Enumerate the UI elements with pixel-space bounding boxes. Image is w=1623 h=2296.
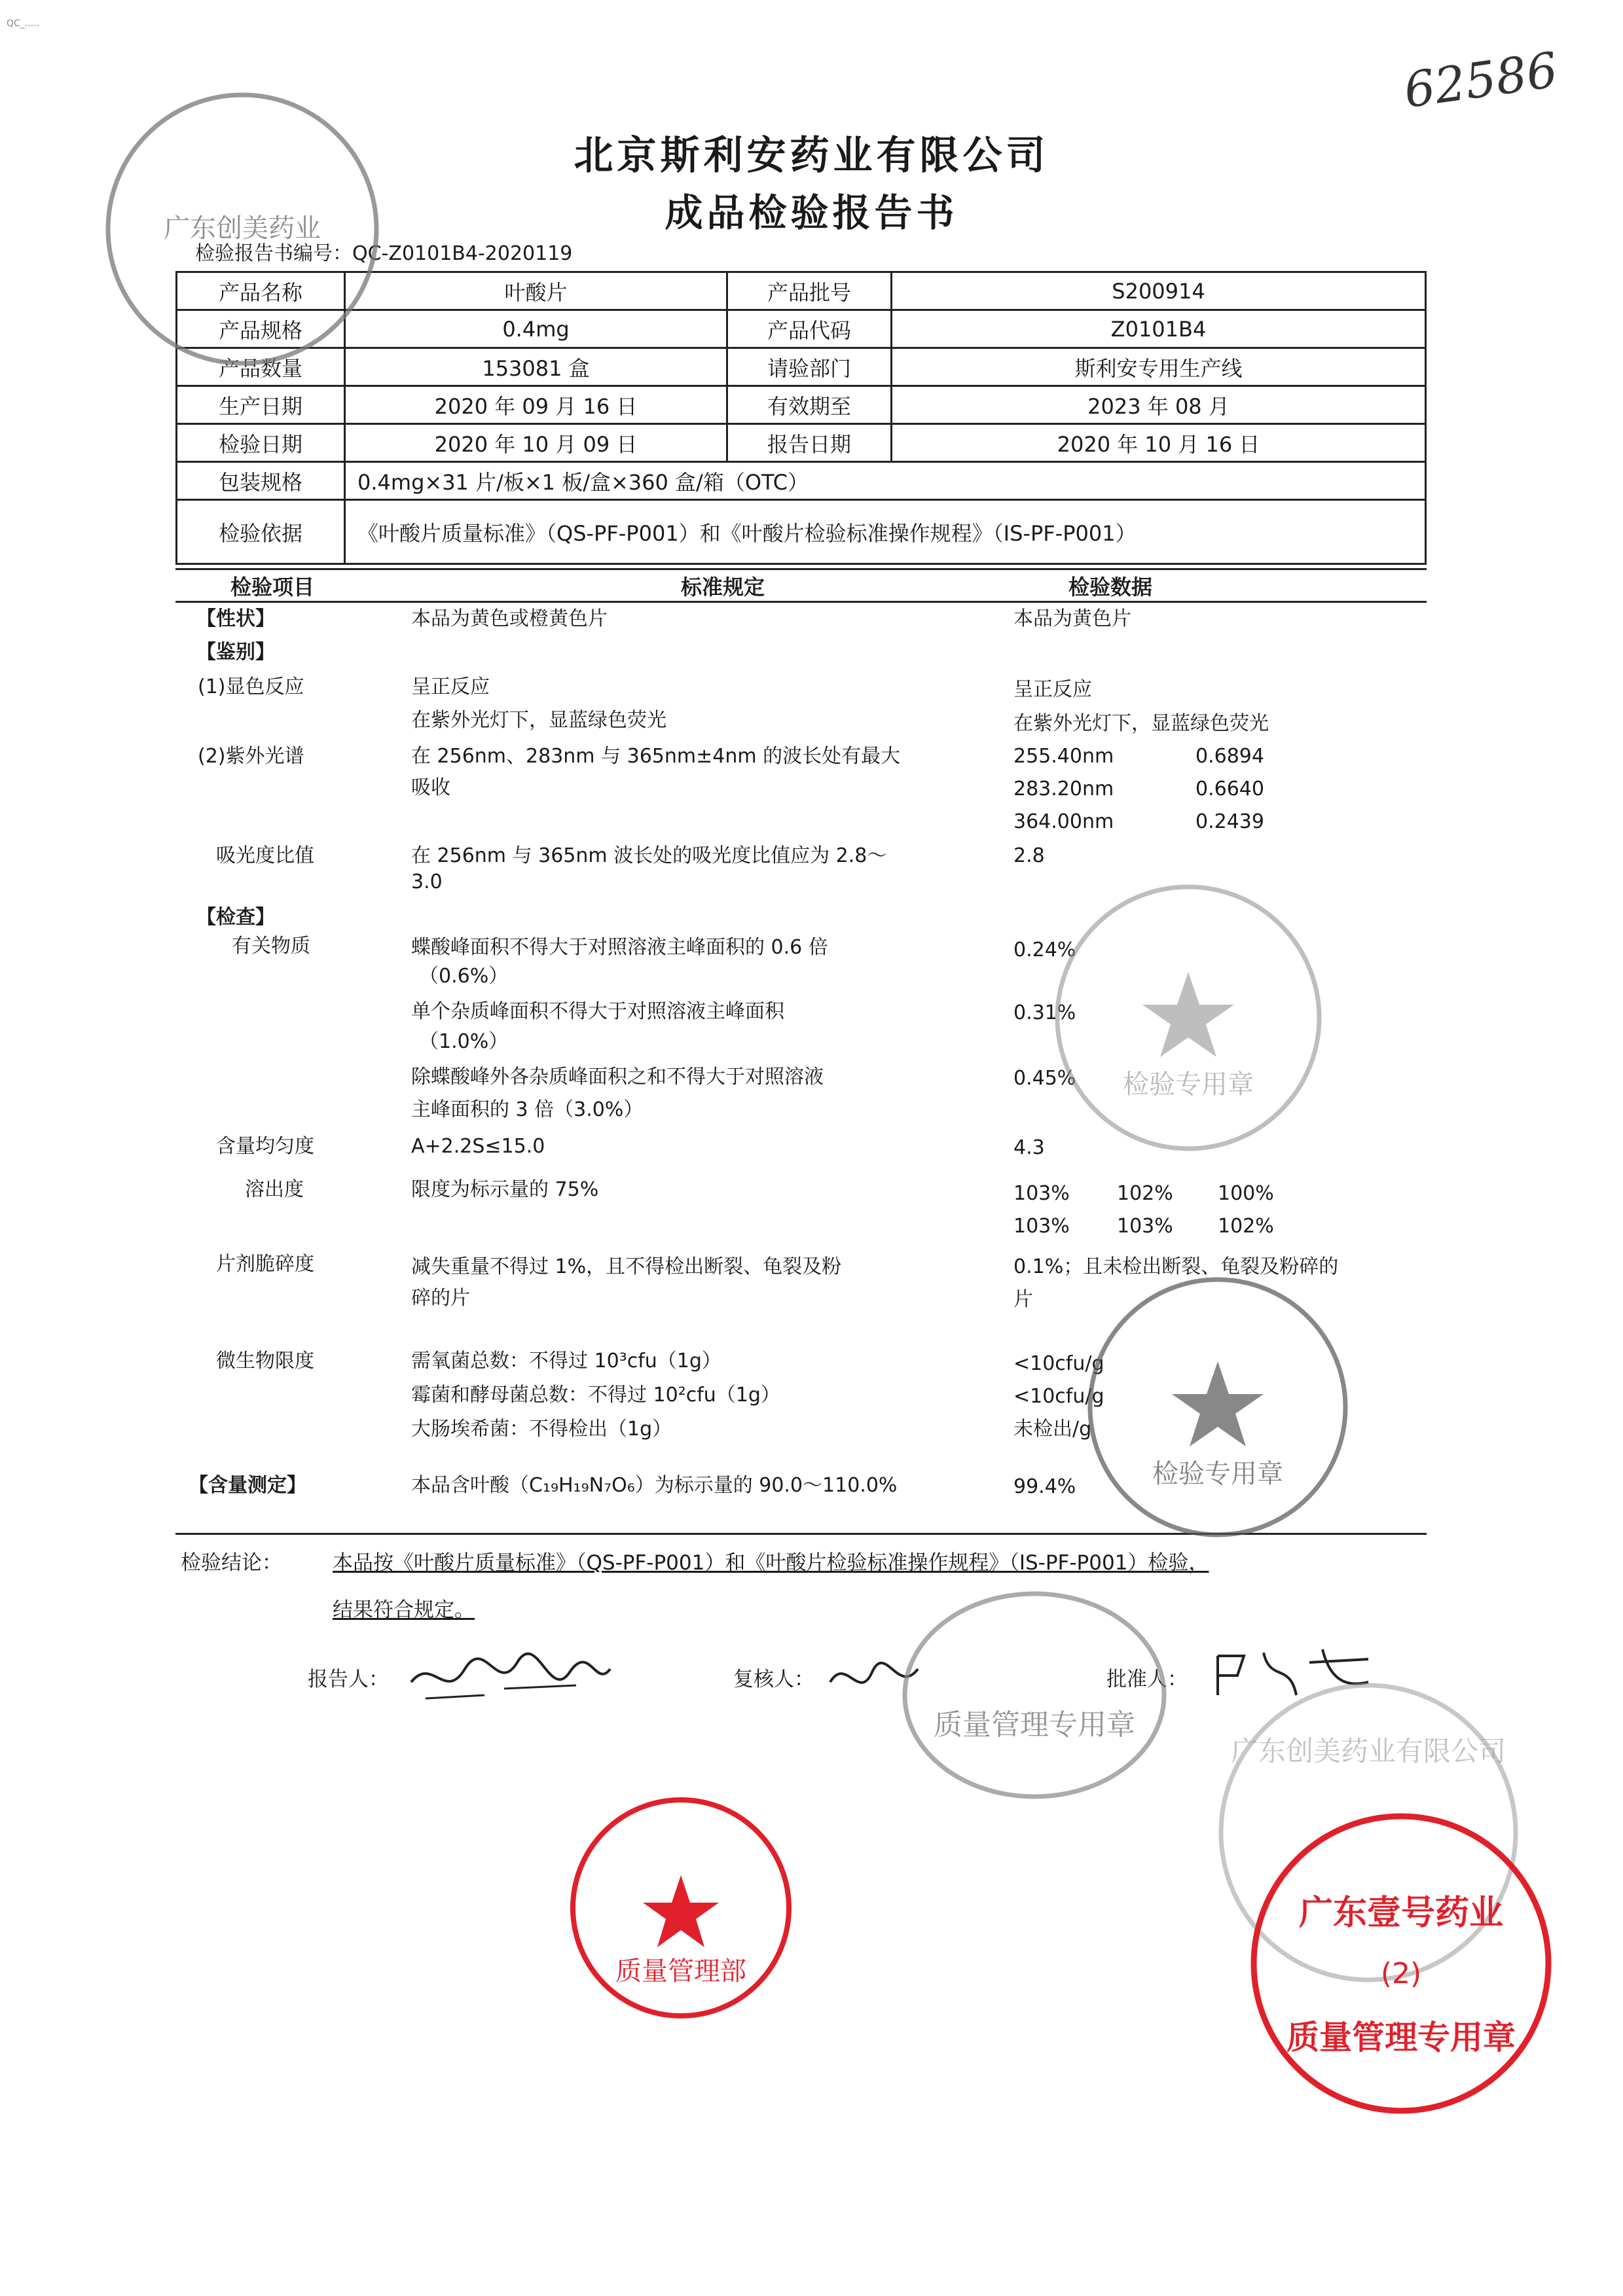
std-related-1b: （0.6%） xyxy=(419,965,509,988)
dept-value: 斯利安专用生产线 xyxy=(892,348,1426,386)
std-appearance: 本品为黄色或橙黄色片 xyxy=(411,607,608,630)
item-dissolution: 溶出度 xyxy=(245,1178,304,1201)
data-fluorescence: 在紫外光灯下，显蓝绿色荧光 xyxy=(1013,712,1269,735)
svg-text:(2): (2) xyxy=(1380,1957,1422,1990)
qty-label: 产品数量 xyxy=(177,348,345,386)
col-header-standard: 标准规定 xyxy=(681,575,765,600)
product-name-value: 叶酸片 xyxy=(345,272,727,310)
report-date-label: 报告日期 xyxy=(727,424,892,462)
data-uv-abs-3: 0.2439 xyxy=(1195,810,1264,833)
data-assay: 99.4% xyxy=(1013,1475,1076,1498)
item-absorbance-ratio: 吸光度比值 xyxy=(216,844,314,867)
data-dissolution-6: 102% xyxy=(1218,1215,1274,1238)
data-color-reaction: 呈正反应 xyxy=(1013,678,1092,701)
data-uv-wl-3: 364.00nm xyxy=(1013,810,1114,833)
conclusion-label: 检验结论： xyxy=(181,1551,282,1575)
std-assay: 本品含叶酸（C₁₉H₁₉N₇O₆）为标示量的 90.0～110.0% xyxy=(411,1474,898,1497)
std-uv-1: 在 256nm、283nm 与 365nm±4nm 的波长处有最大 xyxy=(411,745,901,768)
item-microbial-limit: 微生物限度 xyxy=(216,1350,314,1372)
stamp-chuangmei-top-graphic xyxy=(98,85,386,373)
code-value: Z0101B4 xyxy=(892,310,1426,348)
std-uv-2: 吸收 xyxy=(411,776,450,799)
spec-label: 产品规格 xyxy=(177,310,345,348)
data-dissolution-3: 100% xyxy=(1218,1182,1274,1205)
item-related-substances: 有关物质 xyxy=(232,935,310,958)
report-number-value: QC-Z0101B4-2020119 xyxy=(352,242,573,265)
conclusion-text-2: 结果符合规定。 xyxy=(333,1598,475,1622)
std-fluorescence: 在紫外光灯下，显蓝绿色荧光 xyxy=(411,709,666,732)
prod-date-value: 2020 年 09 月 16 日 xyxy=(345,386,727,424)
dept-label: 请验部门 xyxy=(727,348,892,386)
data-appearance: 本品为黄色片 xyxy=(1013,607,1131,630)
data-friability-2: 片 xyxy=(1013,1288,1033,1311)
prod-date-label: 生产日期 xyxy=(177,386,345,424)
data-uv-wl-1: 255.40nm xyxy=(1013,745,1114,768)
svg-text:质量管理专用章: 质量管理专用章 xyxy=(934,1708,1135,1742)
data-friability: 0.1%；且未检出断裂、龟裂及粉碎的 xyxy=(1013,1255,1339,1278)
std-absorbance-ratio: 在 256nm 与 365nm 波长处的吸光度比值应为 2.8～ xyxy=(411,844,887,867)
data-related-1: 0.24% xyxy=(1013,939,1076,961)
batch-value: S200914 xyxy=(892,272,1426,310)
std-friability-2: 碎的片 xyxy=(411,1287,470,1310)
std-dissolution: 限度为标示量的 75% xyxy=(411,1178,599,1201)
item-color-reaction: (1)显色反应 xyxy=(198,675,304,698)
item-assay: 【含量测定】 xyxy=(189,1474,306,1497)
std-related-1: 蝶酸峰面积不得大于对照溶液主峰面积的 0.6 倍 xyxy=(411,936,828,959)
test-date-label: 检验日期 xyxy=(177,424,345,462)
data-related-2: 0.31% xyxy=(1013,1001,1076,1024)
stamp-renjitang xyxy=(897,1584,1172,1809)
results-top-rule xyxy=(175,568,1427,570)
col-header-data: 检验数据 xyxy=(1068,575,1153,600)
handwritten-number: 62586 xyxy=(1400,42,1561,119)
pack-label: 包装规格 xyxy=(177,462,345,500)
stamp-sinolan-1-graphic xyxy=(1048,877,1329,1158)
pack-value: 0.4mg×31 片/板×1 板/盒×360 盒/箱（OTC） xyxy=(345,462,1426,500)
item-content-uniformity: 含量均匀度 xyxy=(216,1135,314,1158)
data-aerobic: <10cfu/g xyxy=(1013,1352,1104,1375)
report-date-value: 2020 年 10 月 16 日 xyxy=(892,424,1426,462)
approver-label: 批准人： xyxy=(1106,1668,1188,1691)
batch-label: 产品批号 xyxy=(727,272,892,310)
svg-text:广东壹号药业: 广东壹号药业 xyxy=(1298,1893,1504,1933)
data-ecoli: 未检出/g xyxy=(1013,1418,1092,1441)
stamp-chuangmei-top xyxy=(98,85,386,376)
reporter-signature-strokes xyxy=(406,1643,615,1715)
svg-text:检验专用章: 检验专用章 xyxy=(1123,1069,1254,1100)
item-uv-spectrum: (2)紫外光谱 xyxy=(198,745,304,768)
data-dissolution-2: 102% xyxy=(1117,1182,1173,1205)
data-uv-abs-1: 0.6894 xyxy=(1195,745,1264,768)
data-related-3: 0.45% xyxy=(1013,1067,1076,1090)
scan-mark: QC_..... xyxy=(7,18,40,29)
reporter-label: 报告人： xyxy=(308,1668,389,1691)
basis-value: 《叶酸片质量标准》（QS-PF-P001）和《叶酸片检验标准操作规程》（IS-PF-P001） xyxy=(345,500,1426,564)
stamp-yihao xyxy=(1244,1806,1558,2123)
data-absorbance-ratio: 2.8 xyxy=(1013,844,1045,867)
std-color-reaction: 呈正反应 xyxy=(411,675,490,698)
std-aerobic: 需氧菌总数：不得过 10³cfu（1g） xyxy=(411,1350,721,1372)
svg-text:广东创美药业有限公司: 广东创美药业有限公司 xyxy=(1230,1735,1506,1767)
reporter-signature xyxy=(406,1643,615,1726)
expiry-label: 有效期至 xyxy=(727,386,892,424)
std-related-3: 除蝶酸峰外各杂质峰面积之和不得大于对照溶液 xyxy=(411,1066,824,1088)
company-name: 北京斯利安药业有限公司 xyxy=(574,133,1049,179)
stamp-renjitang-graphic xyxy=(897,1584,1172,1806)
conclusion-text-1: 本品按《叶酸片质量标准》（QS-PF-P001）和《叶酸片检验标准操作规程》（IS-PF-P001）检验， xyxy=(333,1551,1209,1575)
data-uv-abs-2: 0.6640 xyxy=(1195,778,1264,800)
item-identification: 【鉴别】 xyxy=(196,641,275,664)
std-friability: 减失重量不得过 1%，且不得检出断裂、龟裂及粉 xyxy=(411,1255,842,1278)
svg-text:质量管理专用章: 质量管理专用章 xyxy=(1286,2018,1516,2056)
svg-text:广东创美药业: 广东创美药业 xyxy=(164,213,321,243)
std-mold-yeast: 霉菌和酵母菌总数：不得过 10²cfu（1g） xyxy=(411,1384,780,1407)
std-ecoli: 大肠埃希菌：不得检出（1g） xyxy=(411,1418,672,1441)
data-mold-yeast: <10cfu/g xyxy=(1013,1385,1104,1408)
std-absorbance-ratio-2: 3.0 xyxy=(411,870,443,893)
data-dissolution-1: 103% xyxy=(1013,1182,1070,1205)
code-label: 产品代码 xyxy=(727,310,892,348)
data-uv-wl-2: 283.20nm xyxy=(1013,778,1114,800)
std-related-2b: （1.0%） xyxy=(419,1030,509,1053)
data-content-uniformity: 4.3 xyxy=(1013,1136,1045,1159)
stamp-sinolan-2-graphic xyxy=(1080,1270,1355,1545)
data-dissolution-5: 103% xyxy=(1117,1215,1173,1238)
stamp-sinolan-1 xyxy=(1048,877,1329,1161)
std-related-3b: 主峰面积的 3 倍（3.0%） xyxy=(411,1098,644,1121)
item-friability: 片剂脆碎度 xyxy=(216,1253,314,1276)
stamp-longteng xyxy=(563,1790,799,2028)
product-name-label: 产品名称 xyxy=(177,272,345,310)
item-inspection: 【检查】 xyxy=(196,906,275,929)
results-header-rule xyxy=(175,601,1427,603)
data-dissolution-4: 103% xyxy=(1013,1215,1070,1238)
report-title: 成品检验报告书 xyxy=(665,190,958,235)
report-number-label: 检验报告书编号： xyxy=(195,242,352,265)
basis-label: 检验依据 xyxy=(177,500,345,564)
item-appearance: 【性状】 xyxy=(196,607,275,630)
std-related-2: 单个杂质峰面积不得大于对照溶液主峰面积 xyxy=(411,1000,784,1023)
expiry-value: 2023 年 08 月 xyxy=(892,386,1426,424)
reviewer-label: 复核人： xyxy=(733,1668,814,1691)
stamp-longteng-graphic xyxy=(563,1790,799,2026)
svg-text:质量管理部: 质量管理部 xyxy=(615,1956,746,1986)
stamp-sinolan-2 xyxy=(1080,1270,1355,1547)
spec-value: 0.4mg xyxy=(345,310,727,348)
col-header-item: 检验项目 xyxy=(230,575,315,600)
test-date-value: 2020 年 10 月 09 日 xyxy=(345,424,727,462)
svg-text:检验专用章: 检验专用章 xyxy=(1152,1459,1283,1489)
qty-value: 153081 盒 xyxy=(345,348,727,386)
std-content-uniformity: A+2.2S≤15.0 xyxy=(411,1135,545,1158)
stamp-yihao-graphic xyxy=(1244,1806,1558,2121)
